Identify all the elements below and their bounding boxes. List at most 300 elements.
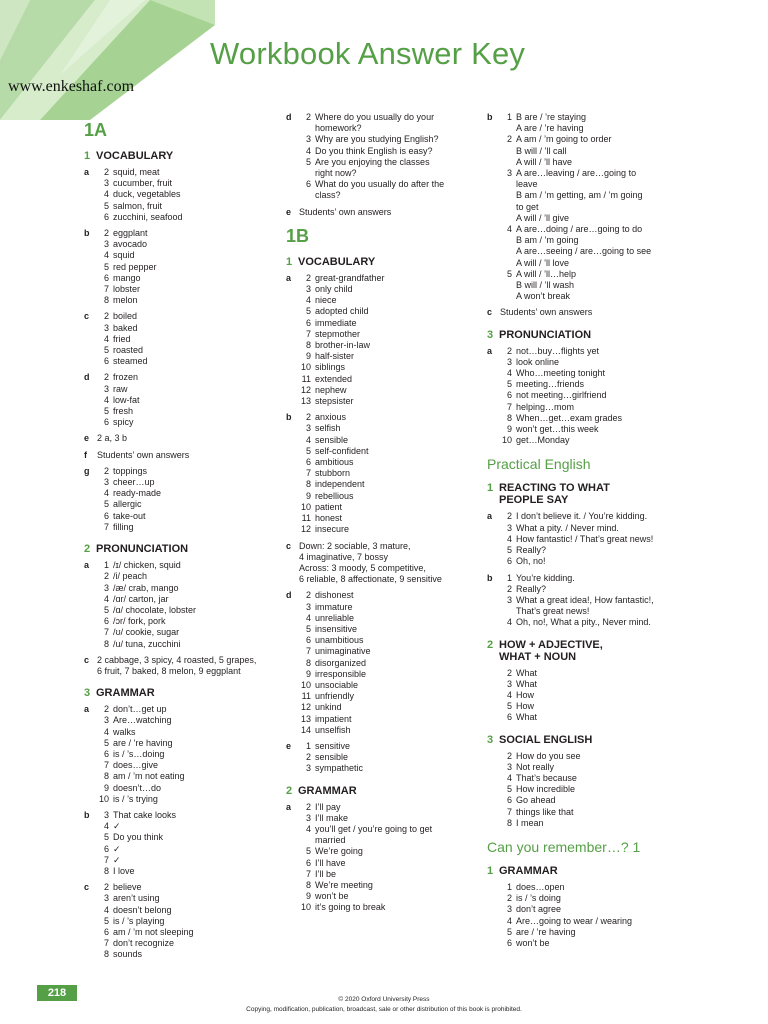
answer-item	[299, 635, 476, 646]
answer-item	[500, 523, 687, 534]
answer-text: it’s going to break	[315, 902, 386, 913]
answer-number: 10	[300, 679, 311, 690]
answer-item	[500, 511, 687, 522]
exercise-block	[286, 541, 476, 586]
answer-text: I’ll be	[315, 868, 337, 879]
answer-text: Are…going to wear / wearing	[516, 915, 633, 926]
answer-item	[299, 284, 476, 295]
answer-number: 1	[506, 881, 512, 892]
answer-number: 2	[305, 272, 311, 283]
answer-item	[299, 134, 476, 145]
answer-number: 4	[506, 224, 512, 235]
exercise-letter: d	[286, 112, 292, 122]
answer-number: 2	[103, 372, 109, 383]
answer-item	[97, 356, 274, 367]
answer-text: duck, vegetables	[113, 189, 181, 200]
exercise-letter: c	[286, 540, 292, 551]
answer-text: is / ’s playing	[113, 915, 165, 926]
answer-list	[97, 311, 274, 367]
answer-list	[500, 346, 687, 447]
answer-text: sensible	[315, 752, 349, 763]
answer-item	[500, 435, 687, 446]
answer-item	[299, 869, 476, 880]
answer-text: avocado	[113, 239, 148, 250]
answer-item	[97, 594, 274, 605]
answer-number: 8	[305, 657, 311, 668]
answer-text: I love	[113, 865, 135, 876]
answer-number: 2	[103, 465, 109, 476]
answer-text: salmon, fruit	[113, 200, 163, 211]
answer-text: /æ/ crab, mango	[113, 582, 179, 593]
answer-text: self-confident	[315, 445, 369, 456]
answer-number: 7	[506, 806, 512, 817]
answer-number: 9	[305, 668, 311, 679]
exercise-section-heading	[487, 865, 687, 877]
section-title: VOCABULARY	[298, 255, 376, 268]
answer-text: Students’ own answers	[299, 206, 392, 217]
answer-number: 2	[103, 167, 109, 177]
answer-number: 4	[103, 250, 109, 261]
answer-text: B are / ’re staying A are / ’re having	[516, 112, 587, 134]
exercise-block	[286, 802, 476, 914]
answer-text: aren’t using	[113, 893, 160, 904]
answer-number: 3	[506, 356, 512, 367]
answer-item	[299, 802, 476, 813]
answer-list	[97, 433, 274, 444]
answer-text: Are you enjoying the classes right now?	[315, 156, 430, 179]
answer-number: 3	[103, 715, 109, 726]
answer-text: /ɔr/ fork, pork	[113, 616, 166, 627]
answer-text: /ʊ/ cookie, sugar	[113, 627, 180, 638]
answer-item	[97, 794, 274, 805]
answer-number: 7	[103, 760, 109, 771]
answer-text: Down: 2 sociable, 3 mature, 4 imaginative, 7 bossy Across: 3 moody, 5 competitive, 6 reliable, 8 affectionate, 9 sensitive	[299, 540, 442, 585]
exercise-block	[286, 112, 476, 202]
answer-item	[97, 450, 274, 461]
exercise-letter: d	[286, 590, 292, 601]
answer-text: /ɑr/ carton, jar	[113, 593, 169, 604]
answer-number: 6	[305, 179, 311, 190]
answer-text: fresh	[113, 406, 134, 417]
answer-item	[97, 239, 274, 250]
answer-item	[500, 679, 687, 690]
answer-list	[500, 573, 687, 629]
section-number: 2	[286, 784, 293, 797]
answer-list	[97, 228, 274, 306]
answer-text: roasted	[113, 345, 144, 356]
answer-text: Go ahead	[516, 795, 556, 806]
answer-text: What	[516, 667, 538, 678]
answer-number: 3	[305, 134, 311, 145]
answer-number: 6	[103, 211, 109, 222]
answer-number: 13	[300, 396, 311, 407]
answer-item	[97, 760, 274, 771]
answer-text: Really?	[516, 583, 547, 594]
answer-item	[97, 395, 274, 406]
section-title: REACTING TO WHAT PEOPLE SAY	[499, 482, 610, 507]
answer-text: immature	[315, 601, 353, 612]
answer-text: is / ’s trying	[113, 793, 158, 804]
answer-item	[97, 938, 274, 949]
answer-text: /ɑ/ chocolate, lobster	[113, 604, 197, 615]
answer-text: disorganized	[315, 657, 367, 668]
exercise-block	[84, 655, 274, 677]
answer-item	[500, 573, 687, 584]
answer-item	[500, 904, 687, 915]
answer-number: 5	[103, 499, 109, 510]
answer-item	[299, 613, 476, 624]
answer-item	[299, 412, 476, 423]
section-number: 3	[84, 687, 91, 700]
answer-item	[97, 616, 274, 627]
answer-column-2	[286, 112, 476, 919]
answer-text: I’ll have	[315, 857, 346, 868]
exercise-letter	[487, 751, 500, 829]
answer-list	[299, 273, 476, 407]
answer-item	[299, 273, 476, 284]
answer-text: am / ’m not eating	[113, 771, 185, 782]
section-heading: Can you remember…? 1	[487, 838, 641, 855]
answer-number: 3	[103, 582, 109, 593]
page-title: Workbook Answer Key	[210, 36, 526, 71]
section-number: 1	[487, 482, 494, 495]
answer-number: 7	[103, 938, 109, 949]
answer-item	[97, 295, 274, 306]
answer-text: I don’t believe it. / You’re kidding.	[516, 511, 648, 522]
answer-number: 2	[103, 311, 109, 322]
exercise-letter: b	[84, 228, 90, 239]
answer-text: unselfish	[315, 724, 351, 735]
exercise-letter: a	[286, 272, 292, 283]
answer-number: 6	[506, 390, 512, 401]
answer-list	[500, 511, 687, 567]
exercise-letter: c	[84, 311, 90, 322]
answer-item	[97, 273, 274, 284]
exercise-block	[286, 590, 476, 736]
answer-list	[299, 802, 476, 914]
answer-item	[500, 701, 687, 712]
answer-item	[299, 468, 476, 479]
answer-text: unsociable	[315, 679, 359, 690]
answer-list	[97, 560, 274, 650]
answer-text: great-grandfather	[315, 272, 385, 283]
answer-item	[299, 590, 476, 601]
answer-item	[299, 725, 476, 736]
section-title: VOCABULARY	[96, 150, 174, 162]
answer-list	[500, 751, 687, 829]
answer-text: adopted child	[315, 306, 369, 317]
answer-number: 7	[103, 521, 109, 532]
answer-number: 2	[103, 571, 109, 582]
answer-item	[500, 893, 687, 904]
answer-item	[299, 752, 476, 763]
answer-text: unkind	[315, 702, 342, 713]
answer-text: Not really	[516, 761, 555, 772]
answer-text: look online	[516, 356, 560, 367]
answer-text: won’t get…this week	[516, 424, 599, 435]
exercise-letter: g	[84, 465, 90, 476]
answer-number: 10	[98, 793, 109, 804]
answer-item	[299, 179, 476, 201]
answer-number: 4	[103, 333, 109, 344]
answer-number: 3	[506, 522, 512, 533]
exercise-block	[84, 372, 274, 428]
answer-number: 5	[305, 306, 311, 317]
answer-text: lobster	[113, 284, 141, 295]
answer-text: squid, meat	[113, 167, 160, 177]
answer-item	[97, 905, 274, 916]
exercise-letter: a	[487, 511, 493, 522]
answer-item	[299, 541, 476, 586]
answer-text: extended	[315, 373, 353, 384]
answer-item	[97, 927, 274, 938]
answer-number: 6	[103, 926, 109, 937]
answer-list	[500, 668, 687, 724]
answer-text: don’t…get up	[113, 704, 167, 715]
answer-number: 5	[506, 379, 512, 390]
answer-item	[500, 818, 687, 829]
answer-text: is / ’s…doing	[113, 748, 165, 759]
answer-text: is / ’s doing	[516, 893, 561, 904]
answer-text: Students’ own answers	[500, 307, 593, 318]
answer-text: ✓	[113, 854, 121, 865]
answer-list	[299, 590, 476, 736]
answer-text: things like that	[516, 806, 574, 817]
answer-item	[500, 916, 687, 927]
answer-number: 2	[506, 583, 512, 594]
answer-text: cucumber, fruit	[113, 178, 173, 189]
answer-item	[97, 560, 274, 571]
answer-text: How incredible	[516, 784, 576, 795]
answer-text: eggplant	[113, 228, 148, 239]
answer-text: squid	[113, 250, 135, 261]
answer-text: raw	[113, 383, 128, 394]
answer-item	[299, 891, 476, 902]
answer-text: half-sister	[315, 351, 355, 362]
exercise-letter: e	[286, 740, 292, 751]
answer-number: 8	[103, 865, 109, 876]
answer-number: 4	[103, 726, 109, 737]
answer-text: A am / ’m going to order B will / ’ll call A will / ’ll have	[516, 134, 612, 167]
answer-item	[97, 704, 274, 715]
answer-item	[500, 584, 687, 595]
answer-item	[500, 795, 687, 806]
answer-item	[500, 368, 687, 379]
answer-item	[299, 362, 476, 373]
answer-text: only child	[315, 284, 353, 295]
answer-text: A will / ’ll…help B will / ’ll wash A won’t break	[516, 268, 577, 302]
answer-item	[97, 605, 274, 616]
exercise-section-heading	[487, 734, 687, 746]
answer-list	[97, 450, 274, 461]
exercise-letter	[487, 882, 500, 949]
answer-item	[97, 844, 274, 855]
exercise-letter: c	[84, 654, 90, 665]
answer-number: 5	[305, 156, 311, 167]
answer-item	[97, 639, 274, 650]
answer-number: 4	[506, 617, 512, 628]
answer-list	[97, 466, 274, 533]
exercise-letter: a	[487, 345, 493, 356]
answer-number: 6	[103, 417, 109, 428]
answer-number: 10	[300, 902, 311, 913]
answer-item	[500, 379, 687, 390]
answer-text: dishonest	[315, 590, 354, 601]
answer-item	[500, 346, 687, 357]
answer-number: 6	[305, 857, 311, 868]
answer-number: 8	[103, 949, 109, 960]
answer-number: 4	[103, 394, 109, 405]
exercise-section-heading	[84, 150, 274, 162]
answer-text: selfish	[315, 423, 341, 434]
answer-item	[500, 134, 687, 168]
answer-text: sensitive	[315, 740, 351, 751]
answer-number: 6	[103, 272, 109, 283]
answer-text: mango	[113, 272, 141, 283]
answer-number: 12	[300, 702, 311, 713]
answer-number: 2	[506, 345, 512, 356]
answer-text: A are…leaving / are…going to leave B am / ’m getting, am / ’m going to get A will / ’ll give	[516, 168, 643, 223]
answer-text: impatient	[315, 713, 352, 724]
answer-text: stepmother	[315, 328, 361, 339]
answer-item	[97, 189, 274, 200]
answer-text: How	[516, 689, 535, 700]
answer-number: 4	[305, 823, 311, 834]
answer-item	[97, 866, 274, 877]
answer-item	[500, 307, 687, 318]
exercise-letter: e	[84, 433, 90, 444]
answer-text: I’ll pay	[315, 801, 341, 812]
answer-number: 7	[305, 646, 311, 657]
answer-text: patient	[315, 501, 343, 512]
answer-list	[500, 112, 687, 302]
answer-text: nephew	[315, 384, 347, 395]
answer-item	[97, 167, 274, 178]
answer-item	[299, 741, 476, 752]
answer-number: 3	[506, 904, 512, 915]
exercise-block	[487, 573, 687, 629]
answer-item	[299, 295, 476, 306]
answer-item	[97, 522, 274, 533]
answer-number: 2	[506, 511, 512, 522]
answer-item	[500, 882, 687, 893]
answer-item	[97, 488, 274, 499]
answer-item	[500, 784, 687, 795]
answer-item	[500, 112, 687, 134]
answer-list	[299, 412, 476, 535]
answer-number: 3	[103, 383, 109, 394]
answer-text: I mean	[516, 817, 544, 828]
answer-text: brother-in-law	[315, 340, 371, 351]
answer-text: /u/ tuna, zucchini	[113, 638, 181, 649]
answer-number: 2	[103, 228, 109, 239]
answer-number: 11	[301, 513, 311, 524]
answer-item	[299, 385, 476, 396]
copyright-notice: Copying, modification, publication, broadcast, sale or other distribution of this book is prohibited.	[246, 1006, 522, 1013]
answer-item	[97, 262, 274, 273]
answer-number: 3	[305, 763, 311, 774]
answer-number: 4	[103, 904, 109, 915]
exercise-block	[286, 412, 476, 535]
answer-number: 3	[103, 477, 109, 488]
answer-item	[299, 502, 476, 513]
answer-number: 2	[305, 112, 311, 122]
answer-text: get…Monday	[516, 435, 570, 446]
answer-text: meeting…friends	[516, 379, 585, 390]
answer-item	[97, 334, 274, 345]
answer-number: 5	[506, 268, 512, 279]
answer-text: We’re meeting	[315, 879, 373, 890]
exercise-block	[487, 112, 687, 302]
answer-list	[299, 541, 476, 586]
answer-text: cheer…up	[113, 477, 155, 488]
answer-number: 6	[506, 556, 512, 567]
answer-number: 4	[506, 689, 512, 700]
answer-number: 3	[506, 168, 512, 179]
answer-number: 12	[300, 384, 311, 395]
answer-text: toppings	[113, 465, 148, 476]
answer-item	[97, 916, 274, 927]
answer-item	[299, 457, 476, 468]
answer-number: 5	[103, 832, 109, 843]
answer-item	[299, 602, 476, 613]
answer-item	[97, 771, 274, 782]
answer-number: 8	[103, 295, 109, 306]
answer-item	[500, 556, 687, 567]
answer-text: Students’ own answers	[97, 449, 190, 460]
answer-text: unreliable	[315, 612, 355, 623]
answer-item	[299, 318, 476, 329]
answer-text: won’t be	[315, 891, 349, 902]
answer-item	[299, 858, 476, 869]
answer-item	[299, 112, 476, 134]
answer-list	[97, 704, 274, 805]
answer-number: 5	[506, 545, 512, 556]
answer-text: believe	[113, 882, 142, 893]
answer-item	[97, 832, 274, 843]
exercise-letter: a	[84, 704, 90, 715]
answer-number: 14	[300, 724, 311, 735]
answer-text: not meeting…girlfriend	[516, 390, 607, 401]
answer-item	[97, 201, 274, 212]
answer-text: sensible	[315, 434, 349, 445]
answer-text: You’re kidding.	[516, 572, 575, 583]
exercise-block	[84, 882, 274, 960]
answer-text: stubborn	[315, 468, 351, 479]
answer-number: 10	[300, 362, 311, 373]
section-number: 1	[487, 864, 494, 877]
answer-number: 4	[305, 612, 311, 623]
answer-item	[299, 513, 476, 524]
answer-item	[97, 250, 274, 261]
exercise-letter: e	[286, 206, 292, 217]
answer-number: 6	[103, 616, 109, 627]
answer-text: That’s because	[516, 772, 577, 783]
answer-item	[97, 749, 274, 760]
answer-text: does…open	[516, 881, 565, 892]
answer-item	[299, 880, 476, 891]
answer-number: 5	[506, 784, 512, 795]
answer-number: 8	[305, 879, 311, 890]
section-title: HOW + ADJECTIVE, WHAT + NOUN	[499, 638, 603, 663]
answer-text: ✓	[113, 843, 121, 854]
answer-text: zucchini, seafood	[113, 211, 183, 222]
exercise-letter: c	[487, 307, 493, 318]
answer-number: 5	[506, 701, 512, 712]
answer-item	[299, 763, 476, 774]
answer-number: 2	[506, 667, 512, 678]
answer-text: boiled	[113, 311, 138, 322]
